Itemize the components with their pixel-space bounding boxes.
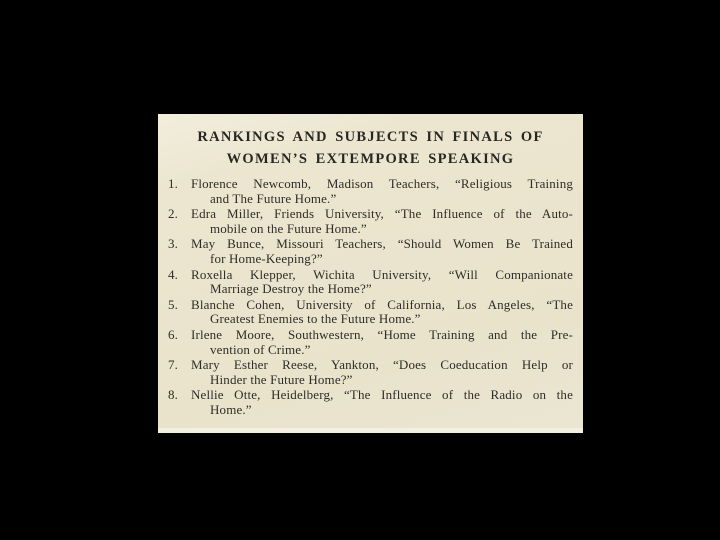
item-text-line2: Hinder the Future Home?”	[210, 371, 353, 387]
rankings-list	[168, 177, 573, 418]
item-number: 1.	[168, 176, 179, 191]
list-item-1	[168, 177, 573, 206]
item-text-line2: Home.”	[210, 401, 252, 417]
item-text-line1: Florence Newcomb, Madison Teachers, “Religious Training	[191, 176, 573, 191]
item-text-line1: May Bunce, Missouri Teachers, “Should Women Be Trained	[191, 236, 573, 252]
item-text	[191, 358, 573, 387]
list-item-2	[168, 207, 573, 236]
item-text	[191, 207, 573, 236]
list-item-4	[168, 268, 573, 297]
item-number: 7.	[168, 357, 179, 373]
document-title-line1: RANKINGS AND SUBJECTS IN FINALS OF	[197, 129, 544, 145]
item-text	[191, 268, 573, 297]
item-text-line2: Greatest Enemies to the Future Home.”	[210, 311, 421, 327]
item-text	[191, 177, 573, 206]
item-number: 8.	[168, 387, 179, 403]
item-text-line1: Edra Miller, Friends University, “The Influence of the Auto-	[191, 206, 573, 222]
item-number: 3.	[168, 236, 179, 252]
item-text-line2: vention of Crime.”	[210, 341, 311, 357]
item-number: 6.	[168, 326, 179, 342]
item-text	[191, 237, 573, 266]
list-item-6	[168, 328, 573, 357]
item-text-line2: for Home-Keeping?”	[210, 250, 323, 266]
item-text-line1: Irlene Moore, Southwestern, “Home Training and the Pre-	[191, 326, 573, 342]
item-text-line1: Mary Esther Reese, Yankton, “Does Coeducation Help or	[191, 357, 573, 373]
list-item-5	[168, 298, 573, 327]
list-item-3	[168, 237, 573, 266]
item-text-line1: Roxella Klepper, Wichita University, “Will Companionate	[191, 266, 573, 282]
item-text	[191, 298, 573, 327]
item-text-line1: Nellie Otte, Heidelberg, “The Influence of the Radio on the	[191, 387, 573, 403]
item-text-line1: Blanche Cohen, University of California, Los Angeles, “The	[191, 296, 573, 312]
item-text-line2: and The Future Home.”	[210, 190, 337, 206]
item-number: 5.	[168, 296, 179, 312]
item-text	[191, 388, 573, 417]
item-text	[191, 328, 573, 357]
document-page	[158, 114, 583, 433]
item-number: 2.	[168, 206, 179, 222]
item-text-line2: mobile on the Future Home.”	[210, 220, 367, 236]
document-title	[158, 114, 583, 170]
list-item-7	[168, 358, 573, 387]
item-text-line2: Marriage Destroy the Home?”	[210, 281, 372, 297]
document-title-line2: WOMEN’S EXTEMPORE SPEAKING	[226, 151, 515, 167]
list-item-8	[168, 388, 573, 417]
item-number: 4.	[168, 266, 179, 282]
